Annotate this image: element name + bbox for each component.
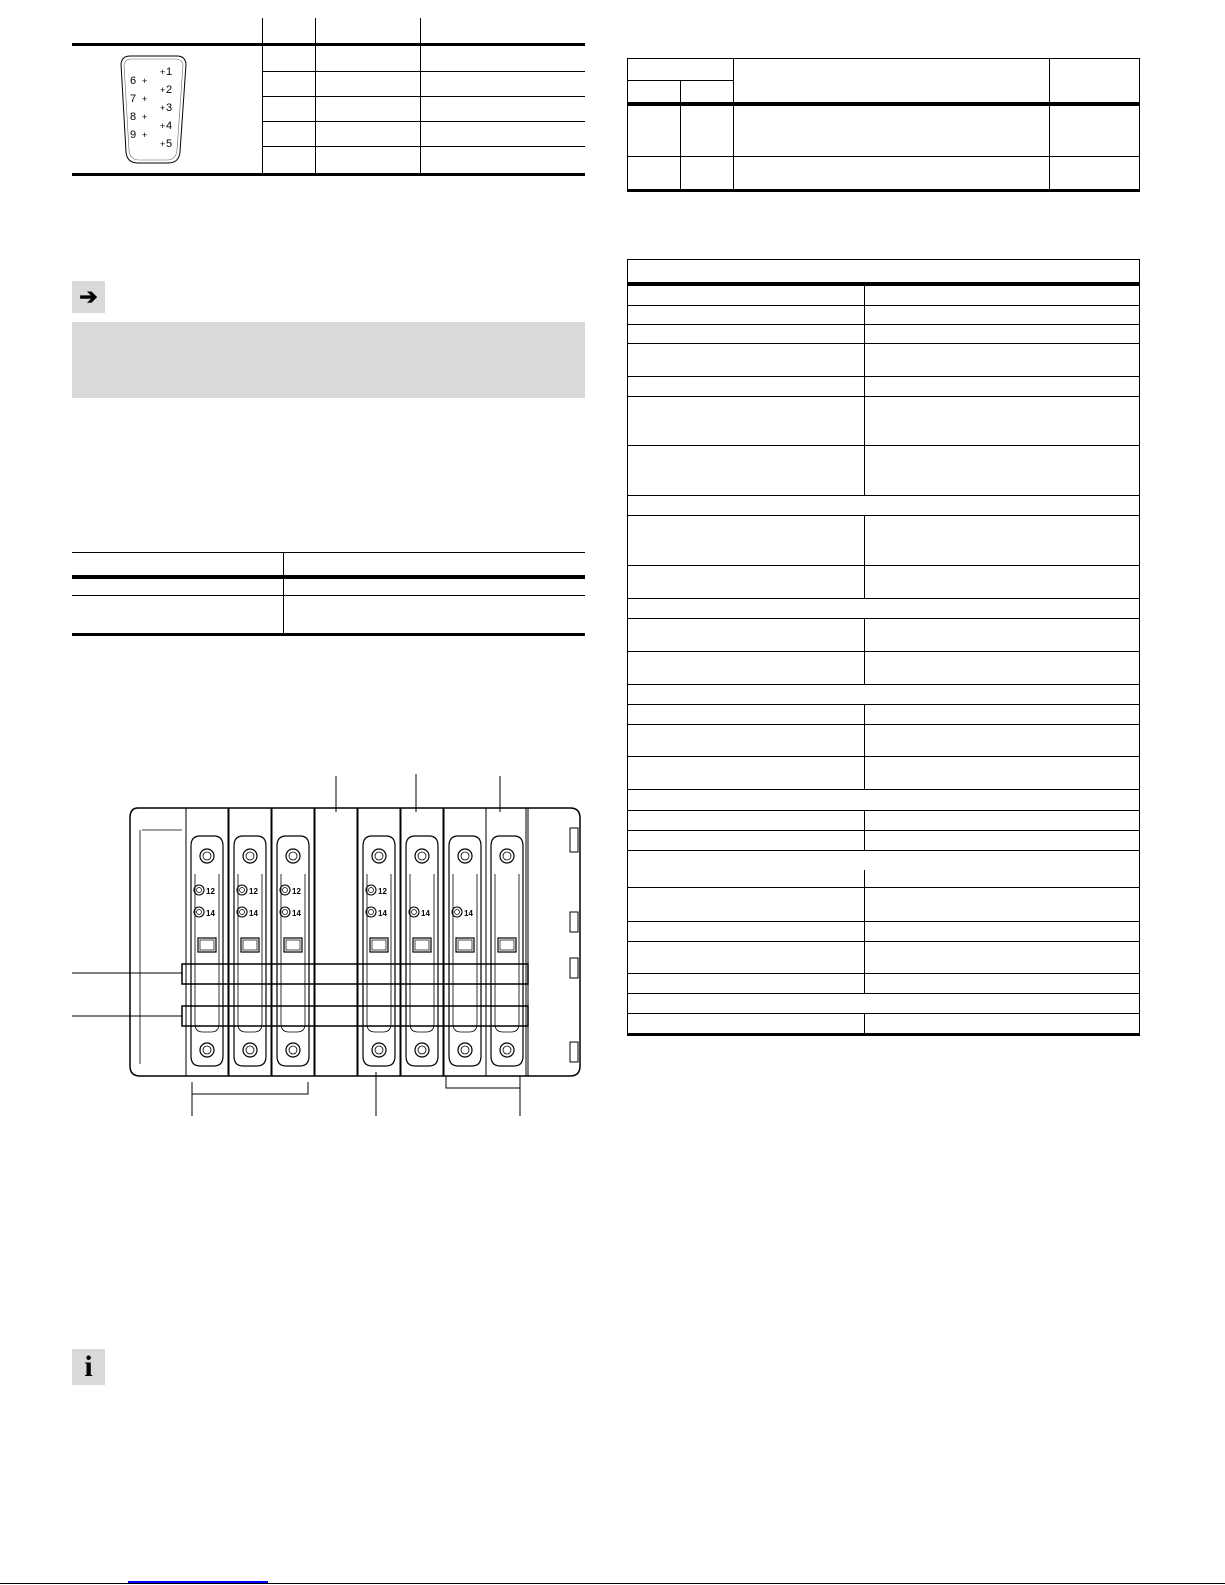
table-row-rule <box>627 1013 1140 1014</box>
led-window-icon <box>415 940 429 950</box>
port-label: 14 <box>464 909 473 918</box>
svg-text:+: + <box>142 76 148 86</box>
svg-text:+: + <box>160 121 166 131</box>
pin-label: 3 <box>166 102 173 114</box>
screw-icon <box>286 1043 300 1057</box>
screw-icon <box>289 1046 297 1054</box>
column-divider <box>864 618 865 684</box>
manual-override-icon <box>283 910 288 915</box>
table-row-rule <box>627 993 1140 994</box>
svg-text:+: + <box>142 94 148 104</box>
screw-icon <box>415 849 429 863</box>
pin-label: 6 <box>130 75 137 87</box>
valve-body <box>491 836 523 1066</box>
screw-icon <box>372 1043 386 1057</box>
column-divider <box>864 1013 865 1033</box>
table-row-rule <box>627 305 1140 306</box>
valve-body <box>277 836 309 1066</box>
valve-channel <box>238 874 262 1032</box>
svg-text:+: + <box>160 85 166 95</box>
led-window-icon <box>286 940 300 950</box>
screw-icon <box>500 849 514 863</box>
table-row-rule <box>627 973 1140 974</box>
port-label: 12 <box>292 887 301 896</box>
screw-icon <box>246 852 254 860</box>
led-window-icon <box>200 940 214 950</box>
table-row-rule <box>627 704 1140 705</box>
screw-icon <box>286 849 300 863</box>
table-row-rule <box>627 941 1140 942</box>
valve-body <box>449 836 481 1066</box>
svg-text:+: + <box>160 139 166 149</box>
valve-slot <box>401 808 443 1076</box>
manual-override-icon <box>194 885 204 895</box>
manual-override-icon <box>366 885 376 895</box>
valve-channel <box>410 874 434 1032</box>
arrow-right-icon: ➔ <box>79 284 98 309</box>
status-table <box>627 58 1140 198</box>
table-row-rule <box>627 756 1140 757</box>
manual-override-icon <box>409 907 419 917</box>
table-row-rule <box>627 598 1140 599</box>
table-row-rule <box>627 850 1140 851</box>
table-row-rule <box>627 343 1140 344</box>
screw-icon <box>243 849 257 863</box>
table-bottom-rule <box>627 1033 1140 1036</box>
pin-label: 1 <box>166 66 173 78</box>
led-window-icon <box>458 940 472 950</box>
table-row-rule <box>627 684 1140 685</box>
pin-label: 9 <box>130 129 137 141</box>
screw-icon <box>375 1046 383 1054</box>
svg-text:+: + <box>160 67 166 77</box>
column-divider <box>864 286 865 495</box>
port-label: 12 <box>249 887 258 896</box>
table-row-rule <box>627 830 1140 831</box>
screw-icon <box>461 1046 469 1054</box>
table-row-rule <box>627 396 1140 397</box>
table-row-rule <box>627 445 1140 446</box>
table-row-rule <box>627 651 1140 652</box>
port-label: 14 <box>378 909 387 918</box>
port-label: 12 <box>378 887 387 896</box>
manual-override-icon <box>197 910 202 915</box>
pin-label: 5 <box>166 138 173 150</box>
screw-icon <box>289 852 297 860</box>
valve-body <box>363 836 395 1066</box>
note-shaded-box <box>72 322 585 398</box>
manual-override-icon <box>412 910 417 915</box>
sub-d-connector-drawing <box>116 48 236 168</box>
screw-icon <box>375 852 383 860</box>
led-window-icon <box>243 940 257 950</box>
small-table <box>72 552 585 638</box>
screw-icon <box>503 1046 511 1054</box>
valve-body <box>406 836 438 1066</box>
column-divider <box>864 810 865 850</box>
screw-icon <box>418 1046 426 1054</box>
manual-override-icon <box>240 888 245 893</box>
manual-override-icon <box>197 888 202 893</box>
valve-channel <box>367 874 391 1032</box>
screw-icon <box>243 1043 257 1057</box>
info-icon-box <box>72 1349 105 1385</box>
pin-label: 7 <box>130 93 137 105</box>
table-row-rule <box>627 921 1140 922</box>
screw-icon <box>200 849 214 863</box>
valve-terminal-figure <box>72 770 592 1130</box>
manual-override-icon <box>369 888 374 893</box>
port-label: 14 <box>206 909 215 918</box>
screw-icon <box>503 852 511 860</box>
led-window-icon <box>372 940 386 950</box>
table-row-rule <box>627 565 1140 566</box>
screw-icon <box>461 852 469 860</box>
valve-channel <box>281 874 305 1032</box>
screw-icon <box>372 849 386 863</box>
pin-label: 8 <box>130 111 137 123</box>
screw-icon <box>418 852 426 860</box>
manual-override-icon <box>237 885 247 895</box>
valve-body <box>234 836 266 1066</box>
port-label: 12 <box>206 887 215 896</box>
pin-label: 4 <box>166 120 173 132</box>
screw-icon <box>500 1043 514 1057</box>
table-row-rule <box>627 515 1140 516</box>
column-divider <box>864 515 865 598</box>
led-window-icon <box>500 940 514 950</box>
valve-channel <box>195 874 219 1032</box>
footer-link-underline[interactable] <box>128 1581 268 1583</box>
manual-override-icon <box>369 910 374 915</box>
valve-body <box>191 836 223 1066</box>
valve-channel <box>453 874 477 1032</box>
column-divider <box>864 704 865 789</box>
table-row-rule <box>627 495 1140 496</box>
screw-icon <box>415 1043 429 1057</box>
valve-slot <box>315 808 357 1076</box>
port-label: 14 <box>249 909 258 918</box>
svg-text:+: + <box>142 112 148 122</box>
valve-slot <box>444 808 486 1076</box>
screw-icon <box>458 849 472 863</box>
screw-icon <box>203 1046 211 1054</box>
valve-slot <box>186 808 228 1076</box>
screw-icon <box>458 1043 472 1057</box>
manual-override-icon <box>194 907 204 917</box>
pin-assignment-table <box>72 18 585 180</box>
screw-icon <box>246 1046 254 1054</box>
table-row-rule <box>627 887 1140 888</box>
valve-slot <box>229 808 271 1076</box>
manual-override-icon <box>237 907 247 917</box>
info-icon: i <box>84 1350 93 1383</box>
manual-override-icon <box>366 907 376 917</box>
note-arrow-box <box>72 281 105 313</box>
table-row-rule <box>627 376 1140 377</box>
valve-slot <box>358 808 400 1076</box>
manual-override-icon <box>240 910 245 915</box>
table-row-rule <box>627 618 1140 619</box>
port-label: 14 <box>292 909 301 918</box>
table-row-rule <box>627 724 1140 725</box>
port-label: 14 <box>421 909 430 918</box>
valve-slot <box>272 808 314 1076</box>
table-row-rule <box>627 324 1140 325</box>
valve-channel <box>495 874 519 1032</box>
valve-slot <box>486 808 528 1076</box>
footer-rule <box>0 1583 1225 1584</box>
technical-data-table <box>627 259 1140 1039</box>
column-divider <box>864 870 865 993</box>
manual-override-icon <box>283 888 288 893</box>
manual-override-icon <box>280 885 290 895</box>
table-row-rule <box>627 810 1140 811</box>
manual-override-icon <box>452 907 462 917</box>
manual-override-icon <box>455 910 460 915</box>
pin-label: 2 <box>166 84 173 96</box>
screw-icon <box>200 1043 214 1057</box>
manual-override-icon <box>280 907 290 917</box>
svg-text:+: + <box>160 103 166 113</box>
table-row-rule <box>627 789 1140 790</box>
svg-text:+: + <box>142 130 148 140</box>
screw-icon <box>203 852 211 860</box>
